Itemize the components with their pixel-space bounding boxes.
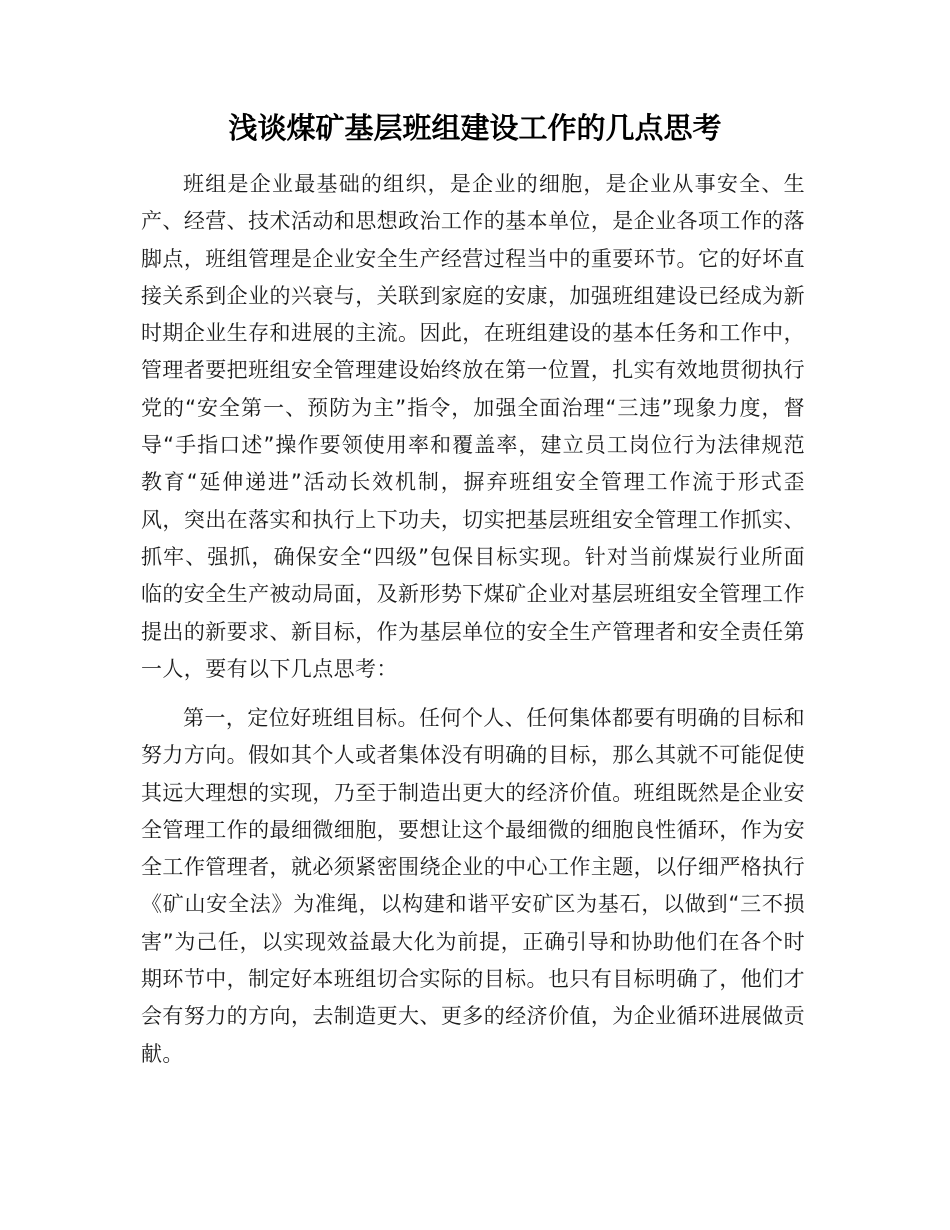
body-paragraph-first-point: 第一，定位好班组目标。任何个人、任何集体都要有明确的目标和努力方向。假如其个人或者集体没有明确的目标，那么其就不可能促使其远大理想的实现，乃至于制造出更大的经济价值。班组既然是企业安全管理工作的最细微细胞，要想让这个最细微的细胞良性循环，作为安全工作管理者，就必须紧密围绕企业的中心工作主题，以仔细严格执行《矿山安全法》为准绳，以构建和谐平安矿区为基石，以做到“三不损害”为己任，以实现效益最大化为前提，正确引导和协助他们在各个时期环节中，制定好本班组切合实际的目标。也只有目标明确了，他们才会有努力的方向，去制造更大、更多的经济价值，为企业循环进展做贡献。 [141, 706, 805, 1066]
body-paragraph-intro: 班组是企业最基础的组织，是企业的细胞，是企业从事安全、生产、经营、技术活动和思想政治工作的基本单位，是企业各项工作的落脚点，班组管理是企业安全生产经营过程当中的重要环节。它的好坏直接关系到企业的兴衰与，关联到家庭的安康，加强班组建设已经成为新时期企业生存和进展的主流。因此，在班组建设的基本任务和工作中，管理者要把班组安全管理建设始终放在第一位置，扎实有效地贯彻执行党的“安全第一、预防为主”指令，加强全面治理“三违”现象力度，督导“手指口述”操作要领使用率和覆盖率，建立员工岗位行为法律规范教育“延伸递进”活动长效机制，摒弃班组安全管理工作流于形式歪风，突出在落实和执行上下功夫，切实把基层班组安全管理工作抓实、抓牢、强抓，确保安全“四级”包保目标实现。针对当前煤炭行业所面临的安全生产被动局面，及新形势下煤矿企业对基层班组安全管理工作提出的新要求、新目标，作为基层单位的安全生产管理者和安全责任第一人，要有以下几点思考： [141, 172, 805, 681]
document-title: 浅谈煤矿基层班组建设工作的几点思考 [228, 111, 722, 145]
